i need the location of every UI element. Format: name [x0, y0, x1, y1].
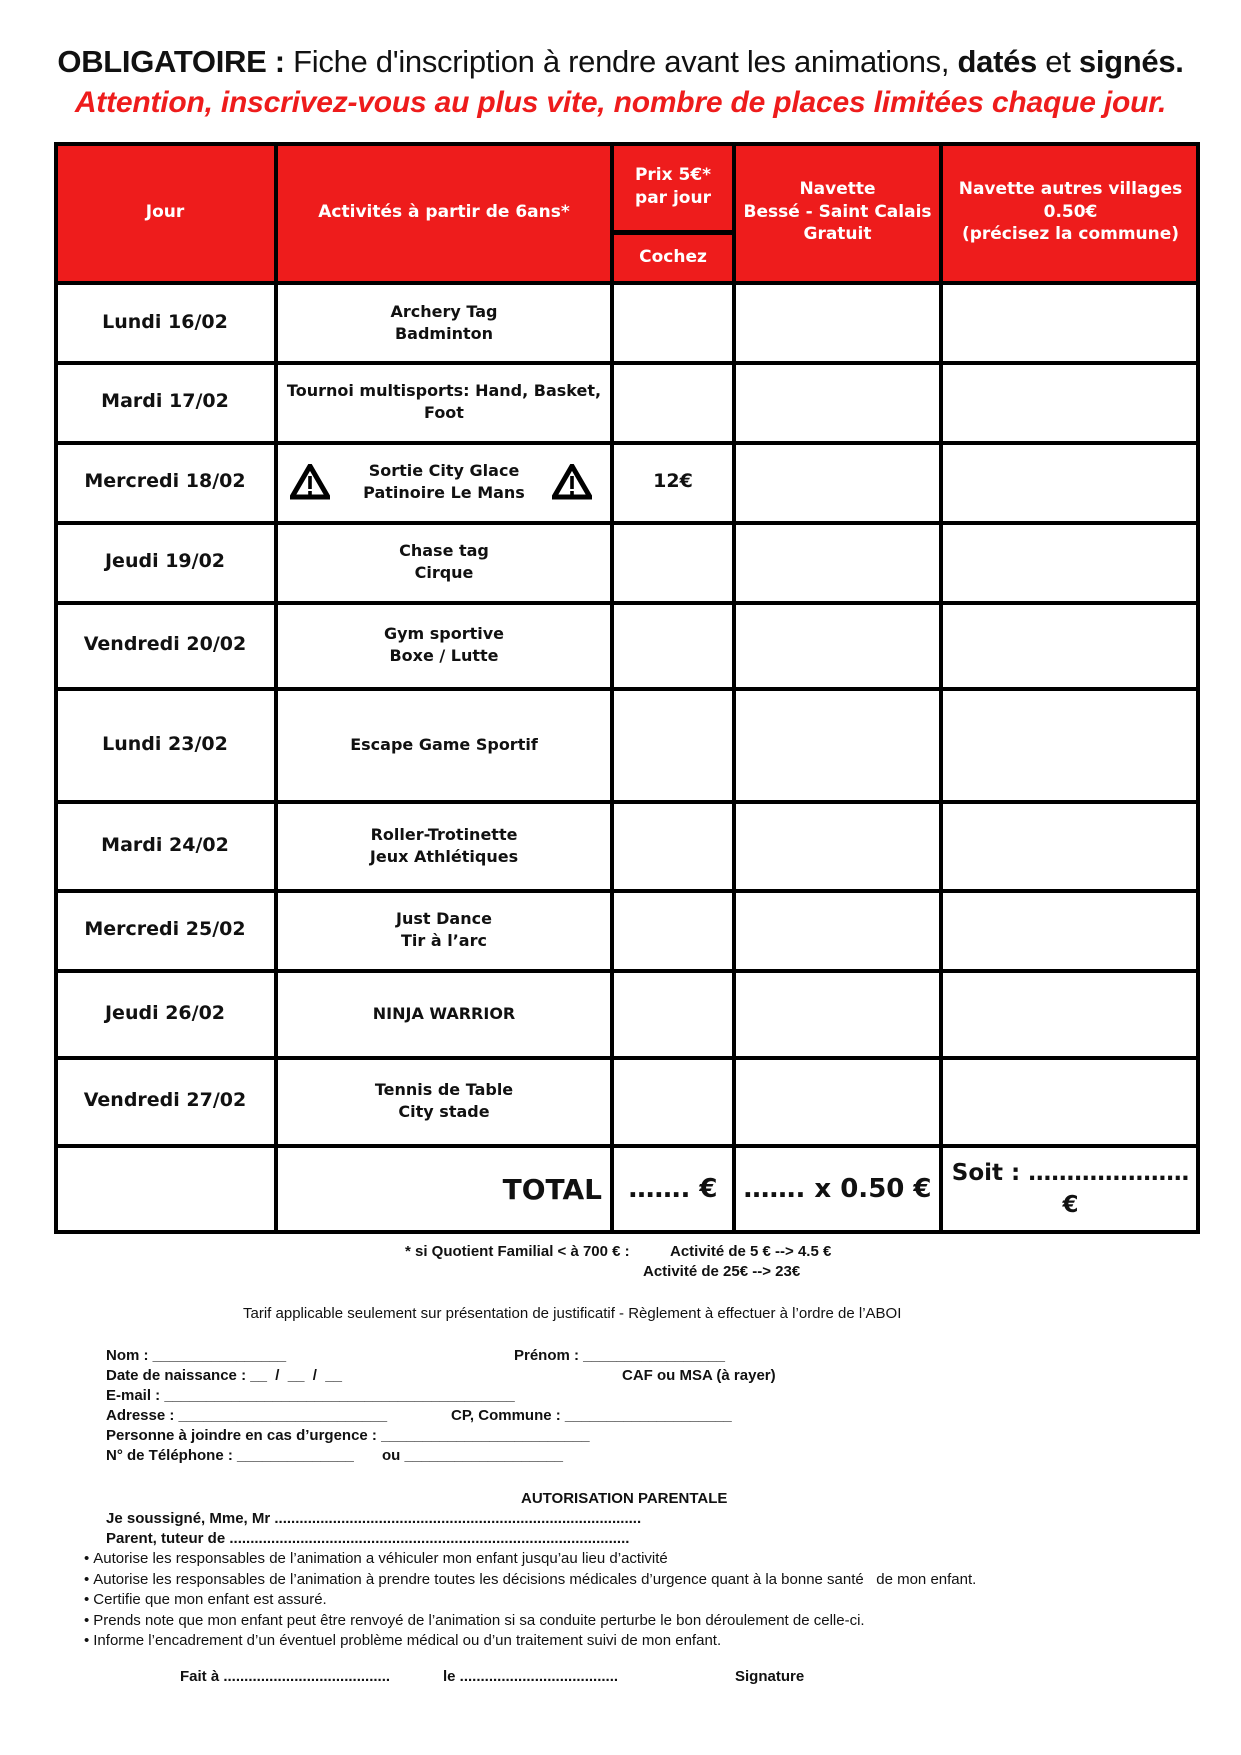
email-field[interactable]: E-mail : __________________________________________ — [106, 1387, 515, 1404]
et-word: et — [1036, 44, 1079, 79]
authorization-item: • Certifie que mon enfant est assuré. — [84, 1591, 327, 1608]
page-title — [0, 44, 1241, 80]
activity-line: Foot — [424, 403, 464, 422]
activity-line: Just Dance — [396, 909, 492, 929]
obligatoire-label: OBLIGATOIRE : — [57, 44, 285, 79]
day-cell: Mardi 24/02 — [101, 833, 229, 856]
autres-villages-cell[interactable] — [941, 283, 1200, 362]
cochez-cell[interactable] — [612, 1057, 734, 1145]
authorization-item: • Autorise les responsables de l’animation a véhiculer mon enfant jusqu’au lieu d’activité — [84, 1550, 668, 1567]
tarif-note: Tarif applicable seulement sur présentation de justificatif - Règlement à effectuer à l’ordre de l’ABOI — [243, 1305, 902, 1322]
autres-villages-cell[interactable] — [941, 801, 1200, 890]
signes-word: signés. — [1078, 44, 1184, 79]
navette-cell[interactable] — [734, 688, 941, 801]
day-cell: Vendredi 27/02 — [83, 1089, 247, 1112]
parent-field[interactable]: Parent, tuteur de ................................................................................................ — [106, 1530, 630, 1547]
cp-commune-field[interactable]: CP, Commune : ____________________ — [451, 1407, 732, 1424]
soussigne-field[interactable]: Je soussigné, Mme, Mr ........................................................................................ — [106, 1510, 642, 1527]
day-cell: Jeudi 19/02 — [104, 550, 226, 573]
prix-line1: Prix 5€* — [634, 165, 712, 186]
activity-line: Patinoire Le Mans — [363, 483, 525, 502]
authorization-item: • Informe l’encadrement d’un éventuel problème médical ou d’un traitement suivi de mon enfant. — [84, 1632, 721, 1649]
day-cell: Vendredi 20/02 — [83, 633, 247, 656]
urgence-field[interactable]: Personne à joindre en cas d’urgence : _________________________ — [106, 1427, 590, 1444]
autres-villages-cell[interactable] — [941, 890, 1200, 970]
autres-line2: 0.50€ — [1043, 201, 1098, 222]
autres-villages-cell[interactable] — [941, 1057, 1200, 1145]
naissance-field[interactable]: Date de naissance : __ / __ / __ — [106, 1367, 342, 1384]
activity-line: Chase tag — [399, 541, 489, 561]
activity-line: Badminton — [394, 323, 494, 343]
navette-line2: Bessé - Saint Calais — [743, 201, 932, 222]
cochez-cell[interactable] — [612, 362, 734, 442]
activity-cell — [276, 283, 612, 362]
navette-cell[interactable] — [734, 602, 941, 688]
cochez-cell[interactable] — [612, 970, 734, 1057]
total-soit-field[interactable]: Soit : ………………… € — [951, 1160, 1190, 1218]
date-field[interactable]: le ...................................... — [443, 1668, 619, 1685]
activity-cell — [276, 602, 612, 688]
telephone-alt-field[interactable]: ou ___________________ — [382, 1447, 563, 1464]
navette-line3: Gratuit — [803, 224, 872, 245]
navette-cell[interactable] — [734, 522, 941, 602]
navette-cell[interactable] — [734, 283, 941, 362]
activity-line: Tournoi multisports: Hand, Basket, — [286, 381, 602, 401]
title-text: Fiche d'inscription à rendre avant les animations, — [284, 44, 958, 79]
registration-table — [54, 142, 1200, 1234]
activity-cell — [276, 890, 612, 970]
dates-word: datés — [957, 44, 1037, 79]
activity-cell — [276, 442, 612, 522]
col-header-activites: Activités à partir de 6ans* — [276, 142, 612, 282]
activity-line: Sortie City Glace — [368, 461, 520, 481]
cochez-cell[interactable] — [612, 602, 734, 688]
activity-line: Tir à l’arc — [401, 931, 487, 950]
activity-cell — [276, 522, 612, 602]
cochez-cell[interactable] — [612, 688, 734, 801]
cochez-cell[interactable] — [612, 890, 734, 970]
activity-line: Boxe / Lutte — [389, 646, 499, 665]
navette-cell[interactable] — [734, 890, 941, 970]
autres-villages-cell[interactable] — [941, 970, 1200, 1057]
day-cell: Mardi 17/02 — [101, 390, 229, 413]
activity-line: City stade — [398, 1102, 490, 1121]
day-cell: Mercredi 18/02 — [84, 470, 246, 493]
reduction-1: Activité de 5 € --> 4.5 € — [670, 1243, 832, 1260]
cochez-cell[interactable]: 12€ — [653, 470, 693, 493]
autres-line3: (précisez la commune) — [961, 224, 1180, 245]
autres-villages-cell[interactable] — [941, 362, 1200, 442]
activity-line: Archery Tag — [390, 301, 498, 321]
navette-cell[interactable] — [734, 970, 941, 1057]
activity-cell — [276, 970, 612, 1057]
attention-banner: Attention, inscrivez-vous au plus vite, nombre de places limitées chaque jour. — [74, 86, 1167, 119]
navette-cell[interactable] — [734, 801, 941, 890]
prenom-field[interactable]: Prénom : _________________ — [514, 1347, 725, 1364]
adresse-field[interactable]: Adresse : _________________________ — [106, 1407, 388, 1424]
warning-icon — [290, 464, 330, 500]
warning-icon — [552, 464, 592, 500]
total-navette-field[interactable]: ……. x 0.50 € — [743, 1173, 932, 1204]
activity-cell — [276, 1057, 612, 1145]
col-header-navette — [734, 142, 941, 282]
total-prix-field[interactable]: ……. € — [628, 1173, 718, 1204]
autres-villages-cell[interactable] — [941, 442, 1200, 522]
qf-note: * si Quotient Familial < à 700 € : — [405, 1243, 630, 1260]
prix-line2: par jour — [635, 188, 711, 208]
day-cell: Mercredi 25/02 — [84, 918, 246, 941]
cochez-cell[interactable] — [612, 283, 734, 362]
activity-cell — [276, 688, 612, 801]
col-header-prix — [612, 142, 734, 232]
activity-line: Cirque — [414, 563, 474, 582]
total-label: TOTAL — [502, 1172, 602, 1206]
autres-villages-cell[interactable] — [941, 522, 1200, 602]
activity-cell — [276, 362, 612, 442]
col-header-autres-villages — [941, 142, 1200, 282]
activity-line: Gym sportive — [383, 624, 505, 644]
col-header-cochez: Cochez — [612, 232, 734, 282]
nom-field[interactable]: Nom : ________________ — [106, 1347, 287, 1364]
activity-line: Tennis de Table — [374, 1080, 514, 1100]
autres-villages-cell[interactable] — [941, 602, 1200, 688]
cochez-cell[interactable] — [612, 801, 734, 890]
autres-line1: Navette autres villages — [958, 178, 1183, 199]
day-cell: Jeudi 26/02 — [104, 1001, 226, 1024]
authorization-item: • Prends note que mon enfant peut être renvoyé de l’animation si sa conduite perturbe le bon déroulement de celle-ci. — [84, 1612, 865, 1629]
authorization-item: • Autorise les responsables de l’animation à prendre toutes les décisions médicales d’urgence quant à la bonne santé de mon enfant. — [84, 1571, 976, 1588]
day-cell: Lundi 23/02 — [102, 732, 228, 755]
activity-cell — [276, 801, 612, 890]
signature-label: Signature — [735, 1668, 805, 1685]
activity-line: Escape Game Sportif — [350, 734, 538, 754]
navette-cell[interactable] — [734, 362, 941, 442]
col-header-jour: Jour — [54, 142, 276, 282]
day-cell: Lundi 16/02 — [102, 310, 228, 333]
cochez-cell[interactable] — [612, 522, 734, 602]
navette-cell[interactable] — [734, 1057, 941, 1145]
fait-a-field[interactable]: Fait à ........................................ — [180, 1668, 391, 1685]
navette-cell[interactable] — [734, 442, 941, 522]
autres-villages-cell[interactable] — [941, 688, 1200, 801]
navette-line1: Navette — [799, 178, 876, 199]
caf-msa-label: CAF ou MSA (à rayer) — [622, 1367, 776, 1384]
autorisation-title: AUTORISATION PARENTALE — [521, 1490, 728, 1507]
activity-line: Roller-Trotinette — [370, 824, 518, 844]
activity-line: Jeux Athlétiques — [369, 846, 519, 866]
reduction-2: Activité de 25€ --> 23€ — [643, 1263, 801, 1280]
activity-line: NINJA WARRIOR — [372, 1003, 516, 1023]
telephone-field[interactable]: N° de Téléphone : ______________ — [106, 1447, 354, 1464]
